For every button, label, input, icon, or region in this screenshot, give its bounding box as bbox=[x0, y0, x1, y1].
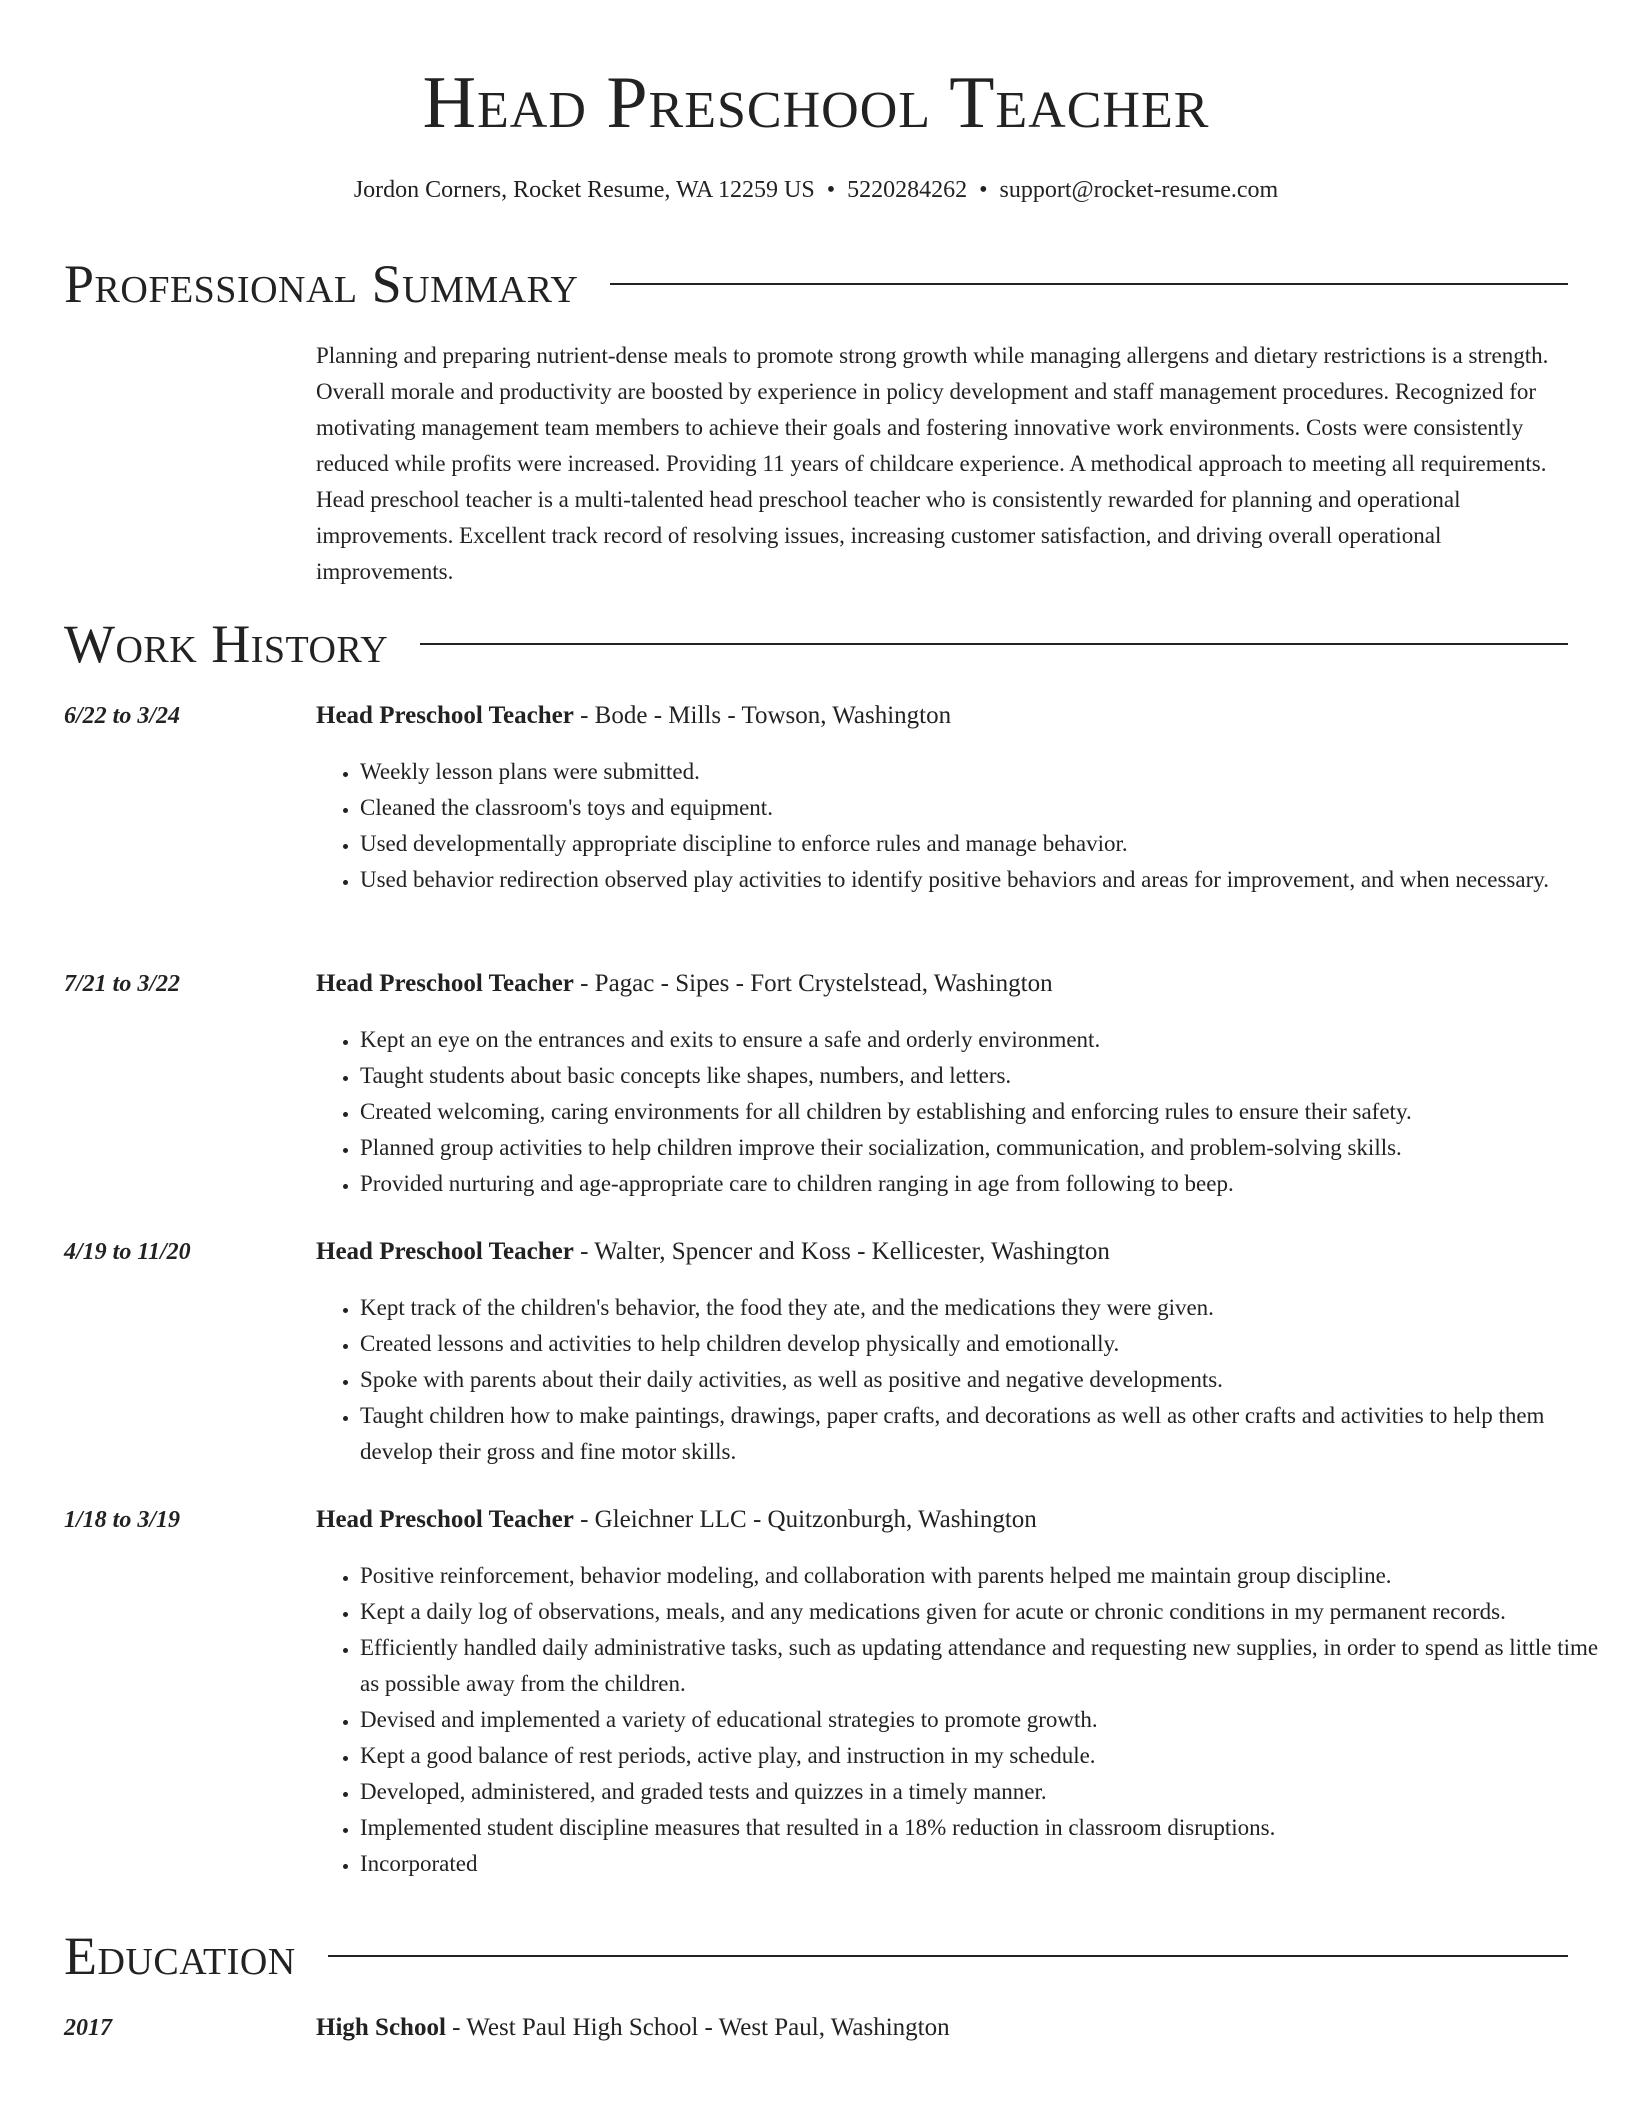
job-bullet: • Created lessons and activities to help children develop physically and emotionally. bbox=[360, 1326, 1612, 1362]
work-section-title: Work History bbox=[64, 614, 389, 674]
education-section-title: Education bbox=[64, 1926, 296, 1986]
job-bullets bbox=[316, 754, 1612, 898]
job-bullet: • Taught children how to make paintings, drawings, paper crafts, and decorations as well as other crafts and activities to help them develop their gross and fine motor skills. bbox=[360, 1398, 1612, 1470]
job-bullet: • Incorporated bbox=[360, 1846, 1612, 1882]
section-divider bbox=[610, 283, 1568, 285]
job-heading bbox=[316, 968, 1053, 1000]
education-details: - West Paul High School - West Paul, Washington bbox=[445, 2014, 950, 2041]
work-section-header bbox=[64, 612, 1568, 676]
contact-address: Jordon Corners, Rocket Resume, WA 12259 US bbox=[353, 177, 815, 203]
education-section-header bbox=[64, 1924, 1568, 1988]
job-bullet: • Taught students about basic concepts like shapes, numbers, and letters. bbox=[360, 1058, 1612, 1094]
job-bullet: • Kept a daily log of observations, meals, and any medications given for acute or chronic conditions in my permanent records. bbox=[360, 1594, 1612, 1630]
summary-text: Planning and preparing nutrient-dense meals to promote strong growth while managing allergens and dietary restrictions is a strength. Overall morale and productivity are boosted by experience in policy development and staff management procedures. Recognized for motivating management team members to achieve their goals and fostering innovative work environments. Costs were consistently reduced while profits were increased. Providing 11 years of childcare experience. A methodical approach to meeting all requirements. Head preschool teacher is a multi-talented head preschool teacher who is consistently rewarded for planning and operational improvements. Excellent track record of resolving issues, increasing customer satisfaction, and driving overall operational improvements. bbox=[316, 343, 1549, 584]
job-title: Head Preschool Teacher bbox=[316, 702, 574, 729]
job-details: - Walter, Spencer and Koss - Kellicester, Washington bbox=[573, 1238, 1110, 1265]
job-heading bbox=[316, 1236, 1110, 1268]
contact-separator: • bbox=[979, 177, 988, 203]
job-bullets bbox=[316, 1290, 1612, 1470]
job-bullet: • Kept a good balance of rest periods, active play, and instruction in my schedule. bbox=[360, 1738, 1612, 1774]
summary-section-header bbox=[64, 252, 1568, 316]
job-details: - Gleichner LLC - Quitzonburgh, Washington bbox=[573, 1506, 1037, 1533]
job-bullet: • Kept an eye on the entrances and exits to ensure a safe and orderly environment. bbox=[360, 1022, 1612, 1058]
summary-section-title: Professional Summary bbox=[64, 254, 579, 314]
job-heading bbox=[316, 1504, 1037, 1536]
job-bullet: • Weekly lesson plans were submitted. bbox=[360, 754, 1612, 790]
job-bullets bbox=[316, 1022, 1612, 1202]
job-title: Head Preschool Teacher bbox=[316, 1238, 574, 1265]
job-dates: 1/18 to 3/19 bbox=[64, 1507, 181, 1533]
section-divider bbox=[420, 643, 1568, 645]
job-title: Head Preschool Teacher bbox=[316, 1506, 574, 1533]
job-title: Head Preschool Teacher bbox=[316, 970, 574, 997]
section-divider bbox=[328, 1955, 1568, 1957]
job-heading bbox=[316, 700, 951, 732]
job-bullet: • Provided nurturing and age-appropriate care to children ranging in age from following to beep. bbox=[360, 1166, 1612, 1202]
job-dates: 6/22 to 3/24 bbox=[64, 703, 181, 729]
job-bullet: • Efficiently handled daily administrative tasks, such as updating attendance and requesting new supplies, in order to spend as little time as possible away from the children. bbox=[360, 1630, 1612, 1702]
job-bullet: • Created welcoming, caring environments for all children by establishing and enforcing rules to ensure their safety. bbox=[360, 1094, 1612, 1130]
job-bullet: • Spoke with parents about their daily activities, as well as positive and negative developments. bbox=[360, 1362, 1612, 1398]
job-bullet: • Implemented student discipline measures that resulted in a 18% reduction in classroom disruptions. bbox=[360, 1810, 1612, 1846]
job-bullet: • Developed, administered, and graded tests and quizzes in a timely manner. bbox=[360, 1774, 1612, 1810]
job-bullet: • Devised and implemented a variety of educational strategies to promote growth. bbox=[360, 1702, 1612, 1738]
job-bullet: • Kept track of the children's behavior, the food they ate, and the medications they were given. bbox=[360, 1290, 1612, 1326]
job-bullet: • Cleaned the classroom's toys and equipment. bbox=[360, 790, 1612, 826]
education-degree: High School bbox=[316, 2014, 446, 2041]
job-details: - Bode - Mills - Towson, Washington bbox=[573, 702, 952, 729]
contact-separator: • bbox=[826, 177, 836, 203]
education-year: 2017 bbox=[64, 2015, 112, 2041]
job-details: - Pagac - Sipes - Fort Crystelstead, Washington bbox=[573, 970, 1053, 997]
education-heading bbox=[316, 2012, 950, 2044]
job-bullet: • Planned group activities to help children improve their socialization, communication, and problem-solving skills. bbox=[360, 1130, 1612, 1166]
job-bullet: • Used developmentally appropriate discipline to enforce rules and manage behavior. bbox=[360, 826, 1612, 862]
contact-line bbox=[0, 175, 1632, 205]
job-bullet: • Used behavior redirection observed play activities to identify positive behaviors and areas for improvement, and when necessary. bbox=[360, 862, 1612, 898]
job-dates: 7/21 to 3/22 bbox=[64, 971, 181, 997]
contact-phone: 5220284262 bbox=[847, 177, 968, 203]
job-dates: 4/19 to 11/20 bbox=[64, 1239, 191, 1265]
resume-name: Head Preschool Teacher bbox=[422, 62, 1210, 144]
job-bullets bbox=[316, 1558, 1612, 1882]
contact-email: support@rocket-resume.com bbox=[999, 177, 1279, 203]
job-bullet: • Positive reinforcement, behavior modeling, and collaboration with parents helped me maintain group discipline. bbox=[360, 1558, 1612, 1594]
